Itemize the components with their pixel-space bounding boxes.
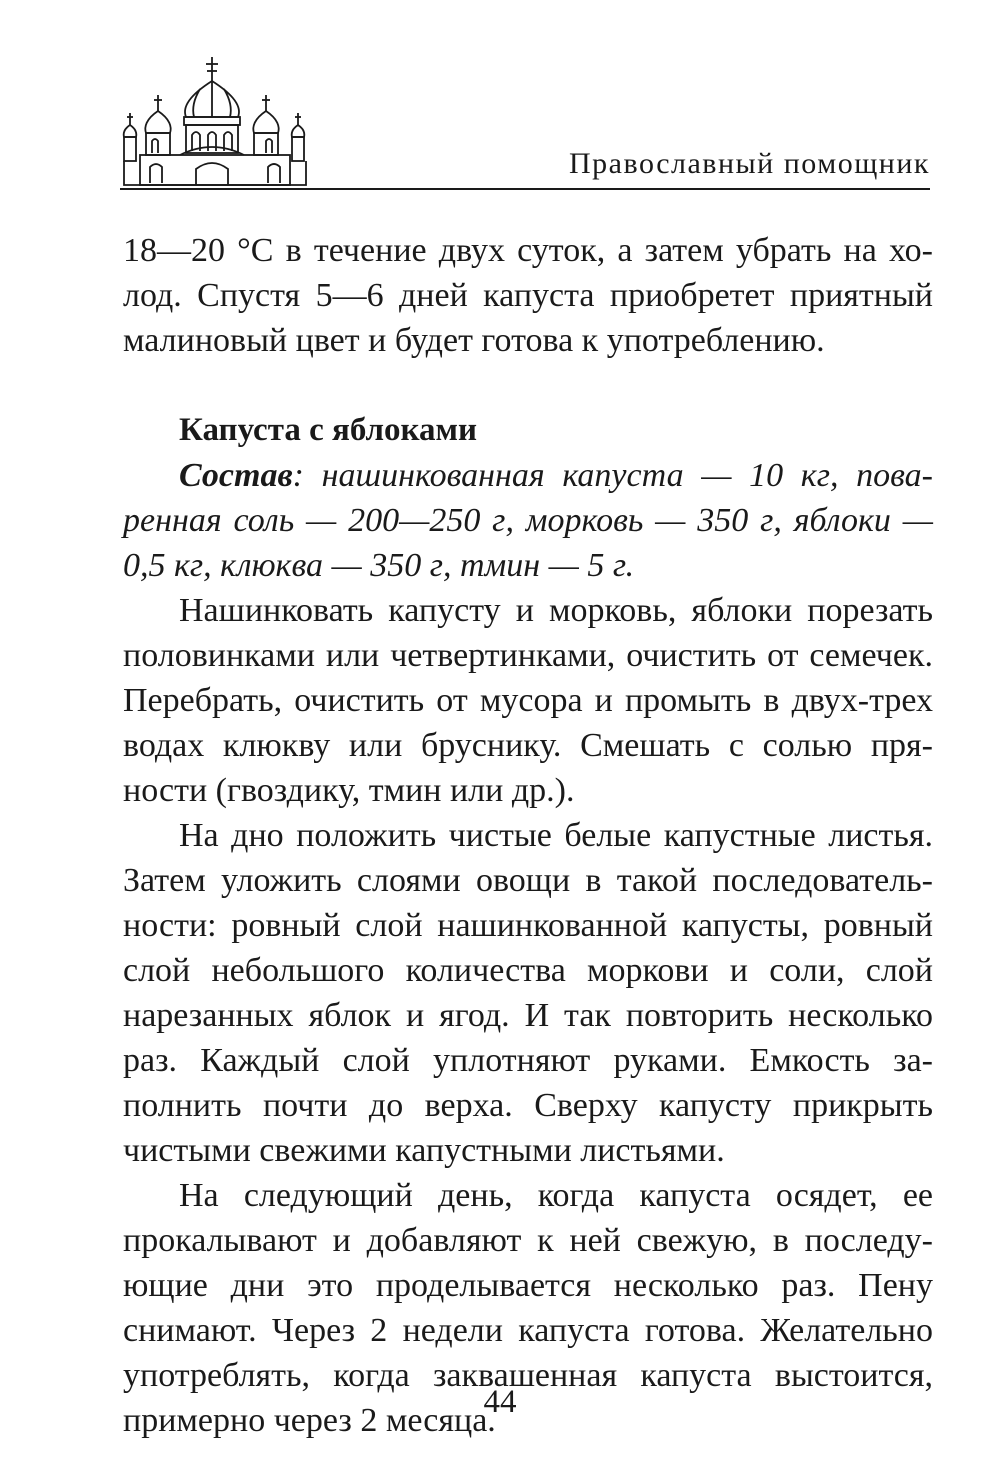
text-line: водах клюкву или бруснику. Смешать с солью пря- [123, 727, 933, 764]
text-line: малиновый цвет и будет готова к употреблению. [123, 322, 825, 359]
text-line: На дно положить чистые белые капустные листья. [179, 817, 933, 854]
text-line: половинками или четвертинками, очистить от семечек. [123, 637, 933, 674]
text-line: лод. Спустя 5—6 дней капуста приобретет приятный [123, 277, 933, 314]
text-line: раз. Каждый слой уплотняют руками. Емкость за- [123, 1042, 933, 1079]
text-line: употреблять, когда заквашенная капуста выстоится, [123, 1357, 933, 1394]
text-line: ющие дни это проделывается несколько раз. Пену [123, 1267, 933, 1304]
ingredients-label: Состав [179, 457, 293, 494]
text-line [123, 453, 933, 498]
text-line: Нашинковать капусту и морковь, яблоки порезать [179, 592, 933, 629]
text-line: На следующий день, когда капуста осядет, ее [179, 1177, 933, 1214]
intro-paragraph [123, 228, 933, 363]
text-line: чистыми свежими капустными листьями. [123, 1132, 725, 1169]
method-paragraph-1 [123, 588, 933, 813]
text-line: Перебрать, очистить от мусора и промыть в двух-трех [123, 682, 933, 719]
text-line: нарезанных яблок и ягод. И так повторить несколько [123, 997, 933, 1034]
page-number: 44 [483, 1384, 517, 1420]
ingredients-text: : нашинкованная капуста — 10 кг, пова- [292, 457, 933, 494]
cathedral-domes-icon [120, 55, 310, 193]
text-line: Затем уложить слоями овощи в такой последователь- [123, 862, 933, 899]
page-body [123, 228, 933, 1443]
header-rule [120, 188, 930, 190]
text-line: 18—20 °С в течение двух суток, а затем убрать на хо- [123, 232, 933, 269]
recipe-title: Капуста с яблоками [179, 412, 478, 448]
text-line: ности: ровный слой нашинкованной капусты, ровный [123, 907, 933, 944]
ingredients-paragraph [123, 453, 933, 588]
text-line: снимают. Через 2 недели капуста готова. Желательно [123, 1312, 933, 1349]
text-line: ренная соль — 200—250 г, морковь — 350 г, яблоки — [123, 502, 933, 539]
running-title: Православный помощник [569, 147, 930, 180]
text-line: 0,5 кг, клюква — 350 г, тмин — 5 г. [123, 547, 635, 584]
text-line: примерно через 2 месяца. [123, 1402, 496, 1439]
text-line: ности (гвоздику, тмин или др.). [123, 772, 575, 809]
method-paragraph-2 [123, 813, 933, 1173]
text-line: слой небольшого количества моркови и соли, слой [123, 952, 933, 989]
text-line: полнить почти до верха. Сверху капусту прикрыть [123, 1087, 933, 1124]
text-line: прокалывают и добавляют к ней свежую, в последу- [123, 1222, 933, 1259]
running-header [120, 55, 930, 195]
